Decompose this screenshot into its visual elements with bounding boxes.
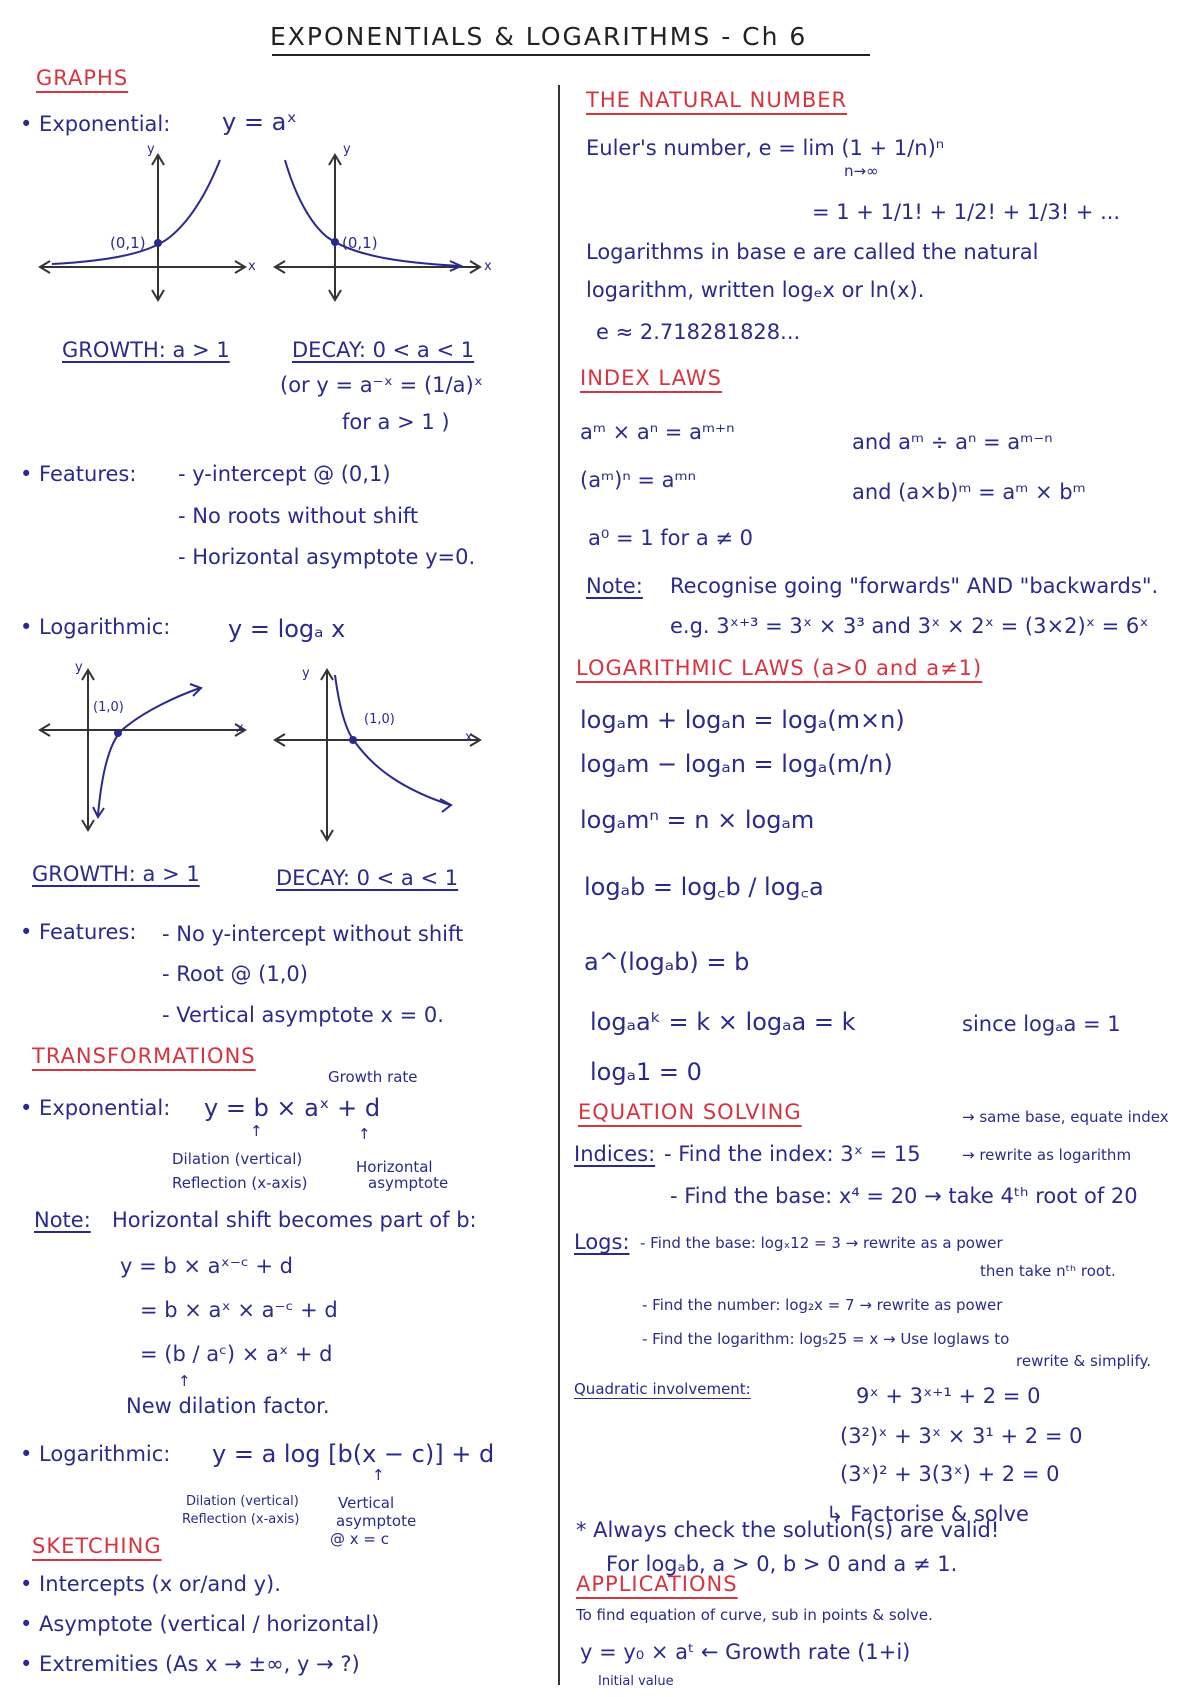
shift-line-3: = (b / aᶜ) × aˣ + d xyxy=(140,1342,333,1366)
exp-feature-3: - Horizontal asymptote y=0. xyxy=(178,545,476,569)
log-law-7: logₐ1 = 0 xyxy=(590,1058,702,1086)
exp-growth-caption: GROWTH: a > 1 xyxy=(62,338,230,362)
transform-note-text: Horizontal shift becomes part of b: xyxy=(112,1208,477,1232)
exp-decay-point: (0,1) xyxy=(342,234,378,252)
euler-series: = 1 + 1/1! + 1/2! + 1/3! + ... xyxy=(812,200,1121,224)
euler-limit: n→∞ xyxy=(844,162,879,180)
exp-features-label: • Features: xyxy=(20,462,137,486)
log-equation: y = logₐ x xyxy=(228,615,346,643)
exp-decay-alt-2: for a > 1 ) xyxy=(342,410,450,434)
sketching-heading: SKETCHING xyxy=(32,1534,162,1558)
quadratic-label: Quadratic involvement: xyxy=(574,1380,751,1398)
v-asymptote-note-1: Vertical xyxy=(338,1494,395,1512)
indices-label: Indices: xyxy=(574,1142,656,1166)
graphs-heading: GRAPHS xyxy=(36,66,129,90)
logs-line-2: - Find the number: log₂x = 7 → rewrite as power xyxy=(642,1296,1003,1314)
equation-solving-heading: EQUATION SOLVING xyxy=(578,1100,802,1124)
reflection-note: Reflection (x-axis) xyxy=(172,1174,308,1192)
column-divider xyxy=(558,85,560,1685)
index-law-2: and aᵐ ÷ aⁿ = aᵐ⁻ⁿ xyxy=(852,430,1053,454)
logs-line-1: - Find the base: logₓ12 = 3 → rewrite as a power xyxy=(640,1234,1003,1252)
indices-hint-2: → rewrite as logarithm xyxy=(962,1146,1132,1164)
log-law-1: logₐm + logₐn = logₐ(m×n) xyxy=(580,706,905,734)
euler-line: Euler's number, e = lim (1 + 1/n)ⁿ xyxy=(586,136,945,160)
log-decay-x-label: x xyxy=(465,730,473,745)
quadratic-line-2: (3²)ˣ + 3ˣ × 3¹ + 2 = 0 xyxy=(840,1424,1083,1448)
h-asymptote-note-2: asymptote xyxy=(368,1174,449,1192)
e-value: e ≈ 2.718281828... xyxy=(596,320,801,344)
log-reflection-note: Reflection (x-axis) xyxy=(182,1512,300,1527)
applications-line-3: Initial value xyxy=(598,1674,674,1689)
indices-line-1: - Find the index: 3ˣ = 15 xyxy=(664,1142,921,1166)
index-note-label: Note: xyxy=(586,574,643,598)
log-feature-2: - Root @ (1,0) xyxy=(162,962,308,986)
t-exp-equation: y = b × aˣ + d xyxy=(204,1094,381,1122)
index-law-1: aᵐ × aⁿ = aᵐ⁺ⁿ xyxy=(580,420,735,444)
t-log-label: • Logarithmic: xyxy=(20,1442,171,1466)
dilation-note: Dilation (vertical) xyxy=(172,1150,303,1168)
log-law-5: a^(logₐb) = b xyxy=(584,948,750,976)
log-feature-1: - No y-intercept without shift xyxy=(162,922,464,946)
new-dilation-note: New dilation factor. xyxy=(126,1394,330,1418)
dilation-arrow: ↑ xyxy=(250,1122,263,1140)
asymptote-arrow: ↑ xyxy=(358,1125,371,1143)
transform-note-label: Note: xyxy=(34,1208,91,1232)
log-law-4: logₐb = log꜀b / log꜀a xyxy=(584,873,824,901)
log-laws-heading: LOGARITHMIC LAWS (a>0 and a≠1) xyxy=(576,656,983,680)
log-decay-caption: DECAY: 0 < a < 1 xyxy=(276,866,459,890)
quadratic-line-3: (3ˣ)² + 3(3ˣ) + 2 = 0 xyxy=(840,1462,1060,1486)
exp-decay-alt-1: (or y = a⁻ˣ = (1/a)ˣ xyxy=(280,373,483,397)
logs-line-3: - Find the logarithm: log₅25 = x → Use loglaws to xyxy=(642,1330,1010,1348)
page-title: EXPONENTIALS & LOGARITHMS - Ch 6 xyxy=(270,22,808,51)
exp-decay-graph xyxy=(265,145,495,330)
title-underline xyxy=(272,54,870,56)
log-growth-caption: GROWTH: a > 1 xyxy=(32,862,200,886)
shift-line-2: = b × aˣ × a⁻ᶜ + d xyxy=(140,1298,338,1322)
index-law-4: and (a×b)ᵐ = aᵐ × bᵐ xyxy=(852,480,1086,504)
log-decay-y-label: y xyxy=(302,666,310,681)
shift-line-1: y = b × aˣ⁻ᶜ + d xyxy=(120,1254,293,1278)
logs-label: Logs: xyxy=(574,1230,630,1254)
index-law-5: a⁰ = 1 for a ≠ 0 xyxy=(588,526,753,550)
log-label: • Logarithmic: xyxy=(20,615,171,639)
check-line-1: * Always check the solution(s) are valid! xyxy=(576,1518,1000,1542)
natural-number-heading: THE NATURAL NUMBER xyxy=(586,88,848,112)
log-growth-graph xyxy=(30,660,260,840)
log-features-label: • Features: xyxy=(20,920,137,944)
log-law-2: logₐm − logₐn = logₐ(m/n) xyxy=(580,750,893,778)
logs-line-3b: rewrite & simplify. xyxy=(1016,1352,1151,1370)
log-law-6: logₐaᵏ = k × logₐa = k xyxy=(590,1008,856,1036)
index-note: Recognise going "forwards" AND "backwards". xyxy=(670,574,1159,598)
index-example: e.g. 3ˣ⁺³ = 3ˣ × 3³ and 3ˣ × 2ˣ = (3×2)ˣ = 6ˣ xyxy=(670,614,1149,638)
exp-decay-caption: DECAY: 0 < a < 1 xyxy=(292,338,475,362)
t-exp-label: • Exponential: xyxy=(20,1096,171,1120)
exp-equation: y = aˣ xyxy=(222,108,297,136)
exp-feature-1: - y-intercept @ (0,1) xyxy=(178,462,391,486)
exp-growth-point: (0,1) xyxy=(110,234,146,252)
since-note: since logₐa = 1 xyxy=(962,1012,1121,1036)
applications-line-1: To find equation of curve, sub in points & solve. xyxy=(576,1606,933,1624)
applications-line-2: y = y₀ × aᵗ ← Growth rate (1+i) xyxy=(580,1640,911,1664)
log-decay-point: (1,0) xyxy=(364,712,395,727)
quadratic-line-4: ↳ Factorise & solve xyxy=(826,1502,1029,1526)
log-law-3: logₐmⁿ = n × logₐm xyxy=(580,806,815,834)
t-log-equation: y = a log [b(x − c)] + d xyxy=(212,1440,495,1468)
exp-label: • Exponential: xyxy=(20,112,171,136)
index-law-3: (aᵐ)ⁿ = aᵐⁿ xyxy=(580,468,696,492)
natural-log-line-1: Logarithms in base e are called the natural xyxy=(586,240,1039,264)
sketch-item-2: • Asymptote (vertical / horizontal) xyxy=(20,1612,380,1636)
exp-growth-x-label: x xyxy=(248,259,256,274)
v-asymptote-note-3: @ x = c xyxy=(330,1530,389,1548)
v-asymptote-note-2: asymptote xyxy=(336,1512,417,1530)
index-laws-heading: INDEX LAWS xyxy=(580,366,722,390)
new-dilation-arrow: ↑ xyxy=(178,1372,191,1390)
log-dilation-note: Dilation (vertical) xyxy=(186,1494,299,1509)
log-growth-y-label: y xyxy=(75,660,83,675)
log-decay-graph xyxy=(265,660,495,850)
applications-heading: APPLICATIONS xyxy=(576,1572,738,1596)
transformations-heading: TRANSFORMATIONS xyxy=(32,1044,256,1068)
indices-line-2: - Find the base: x⁴ = 20 → take 4ᵗʰ root of 20 xyxy=(670,1184,1138,1208)
log-growth-point: (1,0) xyxy=(93,700,124,715)
logs-line-1b: then take nᵗʰ root. xyxy=(980,1262,1116,1280)
v-asymptote-arrow: ↑ xyxy=(372,1466,385,1484)
exp-growth-y-label: y xyxy=(147,142,155,157)
sketch-item-3: • Extremities (As x → ±∞, y → ?) xyxy=(20,1652,360,1676)
growth-rate-note: Growth rate xyxy=(328,1068,418,1086)
natural-log-line-2: logarithm, written logₑx or ln(x). xyxy=(586,278,925,302)
log-feature-3: - Vertical asymptote x = 0. xyxy=(162,1003,444,1027)
exp-feature-2: - No roots without shift xyxy=(178,504,419,528)
sketch-item-1: • Intercepts (x or/and y). xyxy=(20,1572,281,1596)
check-line-2: For logₐb, a > 0, b > 0 and a ≠ 1. xyxy=(606,1552,958,1576)
exp-decay-y-label: y xyxy=(343,142,351,157)
exp-decay-x-label: x xyxy=(484,259,492,274)
indices-hint-1: → same base, equate index xyxy=(962,1108,1169,1126)
quadratic-line-1: 9ˣ + 3ˣ⁺¹ + 2 = 0 xyxy=(856,1384,1041,1408)
h-asymptote-note-1: Horizontal xyxy=(356,1158,433,1176)
log-growth-x-label: x xyxy=(236,721,244,736)
